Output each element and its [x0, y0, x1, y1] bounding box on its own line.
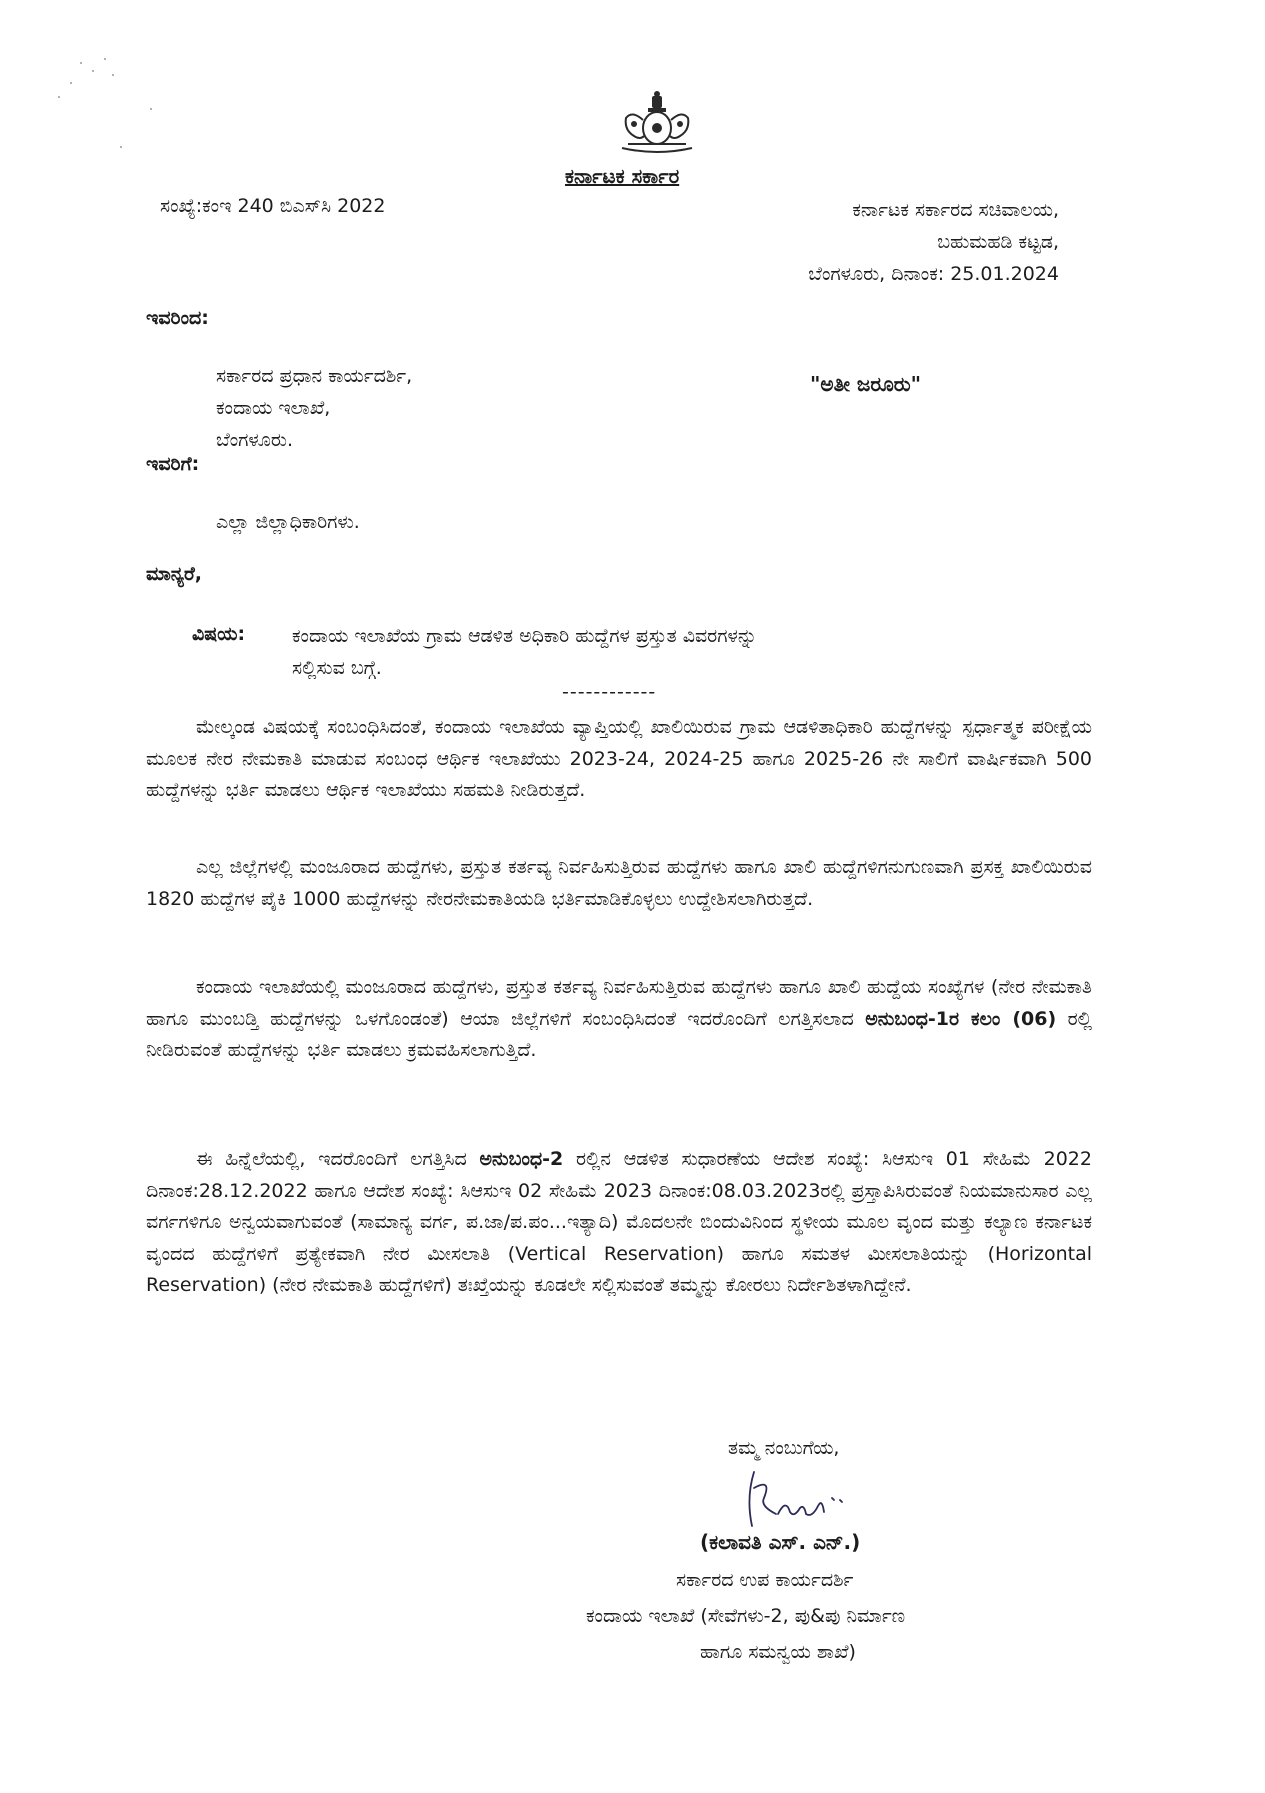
- to-line-1: ಎಲ್ಲಾ ಜಿಲ್ಲಾಧಿಕಾರಿಗಳು.: [216, 511, 360, 533]
- signature: [742, 1468, 892, 1532]
- para3-text-a: ಕಂದಾಯ ಇಲಾಖೆಯಲ್ಲಿ ಮಂಜೂರಾದ ಹುದ್ದೆಗಳು, ಪ್ರಸ್ತುತ ಕರ್ತವ್ಯ ನಿರ್ವಹಿಸುತ್ತಿರುವ ಹುದ್ದೆಗಳು ಹಾಗೂ ಖಾಲಿ ಹುದ್ದೆಯ ಸಂಖ್ಯೆಗಳ (ನೇರ ನೇಮಕಾತಿ ಹಾಗೂ ಮುಂಬಡ್ತಿ ಹುದ್ದೆಗಳನ್ನು ಒಳಗೊಂಡಂತೆ) ಆಯಾ ಜಿಲ್ಲೆಗಳಿಗೆ ಸಂಬಂಧಿಸಿದಂತೆ ಇದರೊಂದಿಗೆ ಲಗತ್ತಿಸಲಾದ: [146, 976, 1092, 1030]
- from-label: ಇವರಿಂದ:: [146, 307, 209, 329]
- reference-number: ಸಂಖ್ಯೆ:ಕಂಇ 240 ಬಿಎಸ್‌ಸಿ 2022: [160, 195, 386, 217]
- from-line-3: ಬೆಂಗಳೂರು.: [216, 429, 294, 451]
- body-paragraph-2: ಎಲ್ಲ ಜಿಲ್ಲೆಗಳಲ್ಲಿ ಮಂಜೂರಾದ ಹುದ್ದೆಗಳು, ಪ್ರಸ್ತುತ ಕರ್ತವ್ಯ ನಿರ್ವಹಿಸುತ್ತಿರುವ ಹುದ್ದೆಗಳು ಹಾಗೂ ಖಾಲಿ ಹುದ್ದೆಗಳಿಗನುಗುಣವಾಗಿ ಪ್ರಸಕ್ತ ಖಾಲಿಯಿರುವ 1820 ಹುದ್ದೆಗಳ ಪೈಕಿ 1000 ಹುದ್ದೆಗಳನ್ನು ನೇರನೇಮಕಾತಿಯಡಿ ಭರ್ತಿಮಾಡಿಕೊಳ್ಳಲು ಉದ್ದೇಶಿಸಲಾಗಿರುತ್ತದೆ.: [146, 856, 1092, 910]
- subject-line-2: ಸಲ್ಲಿಸುವ ಬಗ್ಗೆ.: [292, 657, 382, 679]
- annexure-2-reference: ಅನುಬಂಧ-2: [479, 1148, 564, 1170]
- body-paragraph-4: [146, 1144, 1092, 1302]
- from-line-2: ಕಂದಾಯ ಇಲಾಖೆ,: [216, 397, 331, 419]
- from-line-1: ಸರ್ಕಾರದ ಪ್ರಧಾನ ಕಾರ್ಯದರ್ಶಿ,: [216, 365, 413, 387]
- closing-yours-faithfully: ತಮ್ಮ ನಂಬುಗೆಯ,: [728, 1437, 840, 1459]
- signatory-section: ಹಾಗೂ ಸಮನ್ವಯ ಶಾಖೆ): [700, 1641, 856, 1663]
- address-line-1: ಕರ್ನಾಟಕ ಸರ್ಕಾರದ ಸಚಿವಾಲಯ,: [852, 199, 1059, 221]
- signatory-designation: ಸರ್ಕಾರದ ಉಪ ಕಾರ್ಯದರ್ಶಿ: [676, 1569, 854, 1591]
- para3-text-b: ರಲ್ಲಿ ನೀಡಿರುವಂತೆ ಹುದ್ದೆಗಳನ್ನು ಭರ್ತಿ ಮಾಡಲು ಕ್ರಮವಹಿಸಲಾಗುತ್ತಿದೆ.: [146, 1007, 1092, 1061]
- para4-text-b: ರಲ್ಲಿನ ಆಡಳಿತ ಸುಧಾರಣೆಯ ಆದೇಶ ಸಂಖ್ಯೆ: ಸಿಆಸುಇ 01 ಸೇಹಿಮೆ 2022 ದಿನಾಂಕ:28.12.2022 ಹಾಗೂ ಆದೇಶ ಸಂಖ್ಯೆ: ಸಿಆಸುಇ 02 ಸೇಹಿಮೆ 2023 ದಿನಾಂಕ:08.03.2023ರಲ್ಲಿ ಪ್ರಸ್ತಾಪಿಸಿರುವಂತೆ ನಿಯಮಾನುಸಾರ ಎಲ್ಲ ವರ್ಗಗಳಿಗೂ ಅನ್ವಯವಾಗುವಂತೆ (ಸಾಮಾನ್ಯ ವರ್ಗ, ಪ.ಜಾ/ಪ.ಪಂ...ಇತ್ಯಾದಿ) ಮೊದಲನೇ ಬಿಂದುವಿನಿಂದ ಸ್ಥಳೀಯ ಮೂಲ ವೃಂದ ಮತ್ತು ಕಲ್ಯಾಣ ಕರ್ನಾಟಕ ವೃಂದದ ಹುದ್ದೆಗಳಿಗೆ ಪ್ರತ್ಯೇಕವಾಗಿ ನೇರ ಮೀಸಲಾತಿ (Vertical Reservation) ಹಾಗೂ ಸಮತಳ ಮೀಸಲಾತಿಯನ್ನು (Horizontal Reservation) (ನೇರ ನೇಮಕಾತಿ ಹುದ್ದೆಗಳಿಗೆ) ತಃಖ್ತೆಯನ್ನು ಕೂಡಲೇ ಸಲ್ಲಿಸುವಂತೆ ತಮ್ಮನ್ನು ಕೋರಲು ನಿರ್ದೇಶಿತಳಾಗಿದ್ದೇನೆ.: [146, 1148, 1092, 1296]
- government-heading: ಕರ್ನಾಟಕ ಸರ್ಕಾರ: [565, 164, 680, 188]
- from-block: [216, 360, 412, 456]
- para4-text-a: ಈ ಹಿನ್ನೆಲೆಯಲ್ಲಿ, ಇದರೊಂದಿಗೆ ಲಗತ್ತಿಸಿದ: [196, 1148, 480, 1170]
- address-line-3: ಬೆಂಗಳೂರು, ದಿನಾಂಕ: 25.01.2024: [808, 263, 1059, 285]
- subject-line-1: ಕಂದಾಯ ಇಲಾಖೆಯ ಗ್ರಾಮ ಆಡಳಿತ ಅಧಿಕಾರಿ ಹುದ್ದೆಗಳ ಪ್ರಸ್ತುತ ವಿವರಗಳನ್ನು: [292, 625, 757, 647]
- separator-line: ------------: [562, 681, 657, 703]
- address-line-2: ಬಹುಮಹಡಿ ಕಟ್ಟಡ,: [937, 231, 1059, 253]
- annexure-1-reference: ಅನುಬಂಧ-1ರ ಕಲಂ (06): [865, 1007, 1057, 1030]
- body-paragraph-3: [146, 972, 1092, 1067]
- urgent-tag: "ಅತೀ ಜರೂರು": [810, 372, 922, 396]
- to-label: ಇವರಿಗೆ:: [146, 453, 200, 475]
- address-block: [808, 194, 1059, 290]
- subject-text: [292, 620, 757, 684]
- karnataka-emblem-icon: [614, 90, 700, 154]
- subject-label: ವಿಷಯ:: [192, 623, 246, 645]
- signatory-name: (ಕಲಾವತಿ ಎಸ್. ಎನ್.): [700, 1530, 861, 1554]
- salutation: ಮಾನ್ಯರೆ,: [146, 563, 202, 585]
- body-paragraph-1: ಮೇಲ್ಕಂಡ ವಿಷಯಕ್ಕೆ ಸಂಬಂಧಿಸಿದಂತೆ, ಕಂದಾಯ ಇಲಾಖೆಯ ವ್ಯಾಪ್ತಿಯಲ್ಲಿ ಖಾಲಿಯಿರುವ ಗ್ರಾಮ ಆಡಳಿತಾಧಿಕಾರಿ ಹುದ್ದೆಗಳನ್ನು ಸ್ಪರ್ಧಾತ್ಮಕ ಪರೀಕ್ಷೆಯ ಮೂಲಕ ನೇರ ನೇಮಕಾತಿ ಮಾಡುವ ಸಂಬಂಧ ಆರ್ಥಿಕ ಇಲಾಖೆಯು 2023-24, 2024-25 ಹಾಗೂ 2025-26 ನೇ ಸಾಲಿಗೆ ವಾರ್ಷಿಕವಾಗಿ 500 ಹುದ್ದೆಗಳನ್ನು ಭರ್ತಿ ಮಾಡಲು ಆರ್ಥಿಕ ಇಲಾಖೆಯು ಸಹಮತಿ ನೀಡಿರುತ್ತದೆ.: [146, 716, 1092, 801]
- signatory-department: ಕಂದಾಯ ಇಲಾಖೆ (ಸೇವೆಗಳು-2, ಪು&ಪು ನಿರ್ಮಾಣ: [586, 1605, 906, 1627]
